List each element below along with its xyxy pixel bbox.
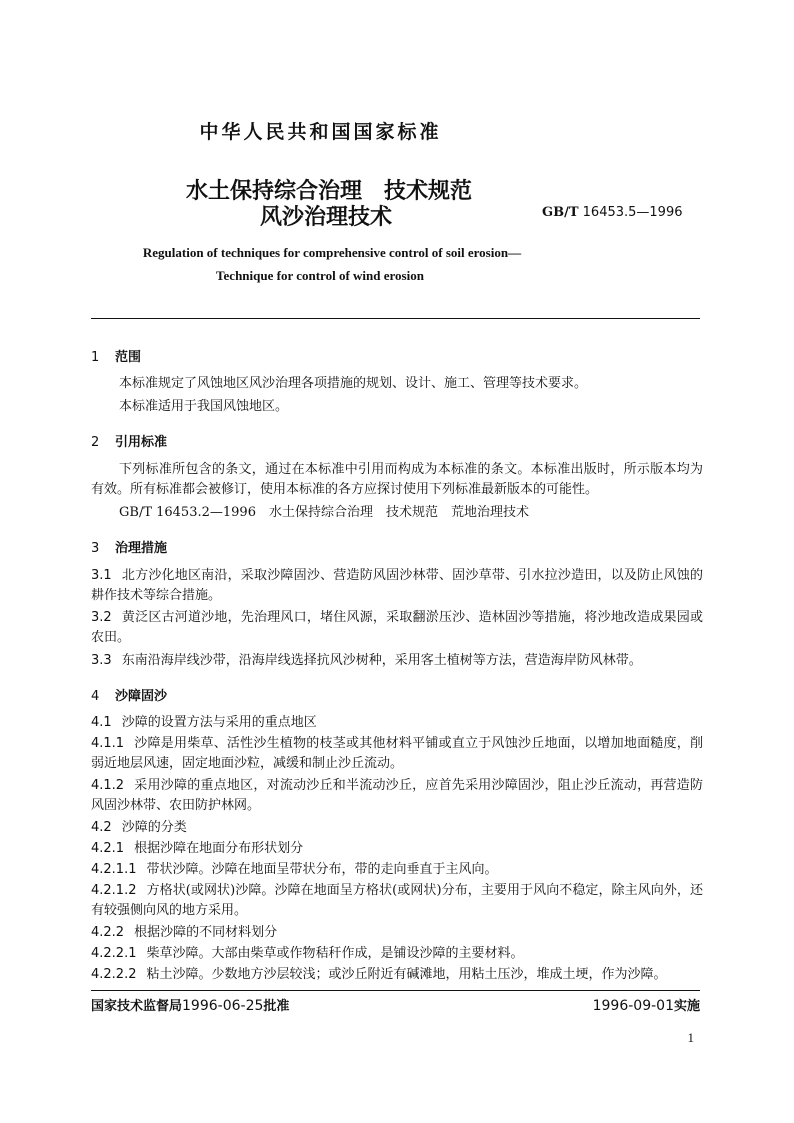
clause-text: 带状沙障。沙障在地面呈带状分布，带的走向垂直于主风向。 — [146, 862, 498, 877]
clause-number: 4.2.2.1 — [91, 946, 137, 961]
section-3-heading — [91, 537, 167, 556]
clause-number: 4.1.2 — [91, 778, 125, 793]
english-title-line1: Regulation of techniques for comprehensive control of soil erosion— — [142, 245, 522, 260]
header-divider — [91, 318, 700, 319]
clause-text: 沙障是用柴草、活性沙生植物的枝茎或其他材料平铺或直立于风蚀沙丘地面，以增加地面糙度，削弱近地层风速，固定地面沙粒，减缓和制止沙丘流动。 — [91, 736, 703, 771]
section-2-paragraph-1: 下列标准所包含的条文，通过在本标准中引用而构成为本标准的条文。本标准出版时，所示版本均为有效。所有标准都会被修订，使用本标准的各方应探讨使用下列标准最新版本的可能性。 — [91, 462, 703, 497]
clause-number: 4.1.1 — [91, 736, 125, 751]
clause-4-2-1-1 — [91, 860, 703, 880]
clause-number: 4.2.2.2 — [91, 967, 137, 982]
section-2-heading — [91, 431, 167, 450]
standard-number — [542, 205, 683, 220]
section-title: 沙障固沙 — [115, 689, 168, 704]
footer-divider — [91, 990, 700, 991]
section-4-heading — [91, 685, 167, 704]
clause-3-1 — [91, 566, 703, 606]
clause-text: 沙障的设置方法与采用的重点地区 — [121, 715, 317, 730]
page-number: 1 — [687, 1030, 694, 1045]
section-2-reference: GB/T 16453.2—1996 水土保持综合治理 技术规范 荒地治理技术 — [119, 505, 529, 520]
clause-text: 方格状(或网状)沙障。沙障在地面呈方格状(或网状)分布，主要用于风向不稳定，除主风向外，还有较强侧向风的地方采用。 — [91, 883, 703, 918]
effective-date: 1996-09-01 — [592, 998, 674, 1014]
clause-text: 采用沙障的重点地区，对流动沙丘和半流动沙丘，应首先采用沙障固沙，阻止沙丘流动，再营造防风固沙林带、农田防护林网。 — [91, 778, 703, 813]
approval-org: 国家技术监督局 — [91, 999, 183, 1014]
clause-4-2-1 — [91, 839, 703, 859]
document-title-line2: 风沙治理技术 — [260, 205, 393, 230]
clause-text: 沙障的分类 — [121, 820, 187, 835]
section-number: 4 — [91, 689, 100, 704]
approval-line — [91, 995, 289, 1014]
approval-date: 1996-06-25 — [182, 998, 264, 1014]
clause-number: 3.2 — [91, 610, 112, 625]
clause-number: 4.1 — [91, 715, 112, 730]
clause-3-2 — [91, 608, 703, 648]
section-title: 引用标准 — [115, 435, 168, 450]
clause-number: 4.2.1.2 — [91, 883, 137, 898]
standard-prefix: GB/T — [542, 205, 579, 220]
clause-4-2-2-1 — [91, 944, 703, 964]
clause-4-1 — [91, 713, 703, 733]
section-title: 范围 — [115, 350, 142, 365]
clause-number: 4.2.1 — [91, 841, 125, 856]
title-part2: 技术规范 — [384, 179, 473, 204]
clause-number: 3.1 — [91, 568, 112, 583]
clause-4-2-1-2 — [91, 881, 703, 921]
effective-word: 实施 — [673, 999, 700, 1014]
clause-3-3 — [91, 651, 703, 671]
national-standard-heading: 中华人民共和国国家标准 — [199, 121, 442, 143]
clause-text: 粘土沙障。少数地方沙层较浅；或沙丘附近有碱滩地，用粘土压沙，堆成土埂，作为沙障。 — [146, 967, 667, 982]
clause-text: 黄泛区古河道沙地，先治理风口，堵住风源，采取翻淤压沙、造林固沙等措施，将沙地改造成果园或农田。 — [91, 610, 703, 645]
clause-number: 4.2.2 — [91, 925, 125, 940]
clause-4-2 — [91, 818, 703, 838]
clause-number: 4.2.1.1 — [91, 862, 137, 877]
approval-word: 批准 — [263, 999, 290, 1014]
title-part1: 水土保持综合治理 — [186, 179, 363, 204]
section-number: 1 — [91, 350, 100, 365]
clause-text: 柴草沙障。大部由柴草或作物秸秆作成，是铺设沙障的主要材料。 — [146, 946, 524, 961]
clause-number: 4.2 — [91, 820, 112, 835]
clause-4-1-1 — [91, 734, 703, 774]
clause-text: 东南沿海岸线沙带，沿海岸线选择抗风沙树种，采用客土植树等方法，营造海岸防风林带。 — [121, 653, 642, 668]
clause-4-2-2-2 — [91, 965, 703, 985]
clause-text: 北方沙化地区南沿，采取沙障固沙、营造防风固沙林带、固沙草带、引水拉沙造田，以及防止风蚀的耕作技术等综合措施。 — [91, 568, 703, 603]
section-1-paragraph-1: 本标准规定了风蚀地区风沙治理各项措施的规划、设计、施工、管理等技术要求。 — [119, 376, 588, 391]
clause-4-1-2 — [91, 776, 703, 816]
section-number: 3 — [91, 541, 100, 556]
english-title-line2: Technique for control of wind erosion — [216, 268, 424, 283]
clause-text: 根据沙障的不同材料划分 — [134, 925, 278, 940]
clause-number: 3.3 — [91, 653, 112, 668]
section-1-heading — [91, 346, 141, 365]
clause-4-2-2 — [91, 923, 703, 943]
section-title: 治理措施 — [115, 541, 168, 556]
section-number: 2 — [91, 435, 100, 450]
standard-code: 16453.5—1996 — [582, 205, 683, 220]
clause-text: 根据沙障在地面分布形状划分 — [134, 841, 304, 856]
effective-line — [593, 995, 700, 1014]
section-1-paragraph-2: 本标准适用于我国风蚀地区。 — [119, 399, 289, 414]
